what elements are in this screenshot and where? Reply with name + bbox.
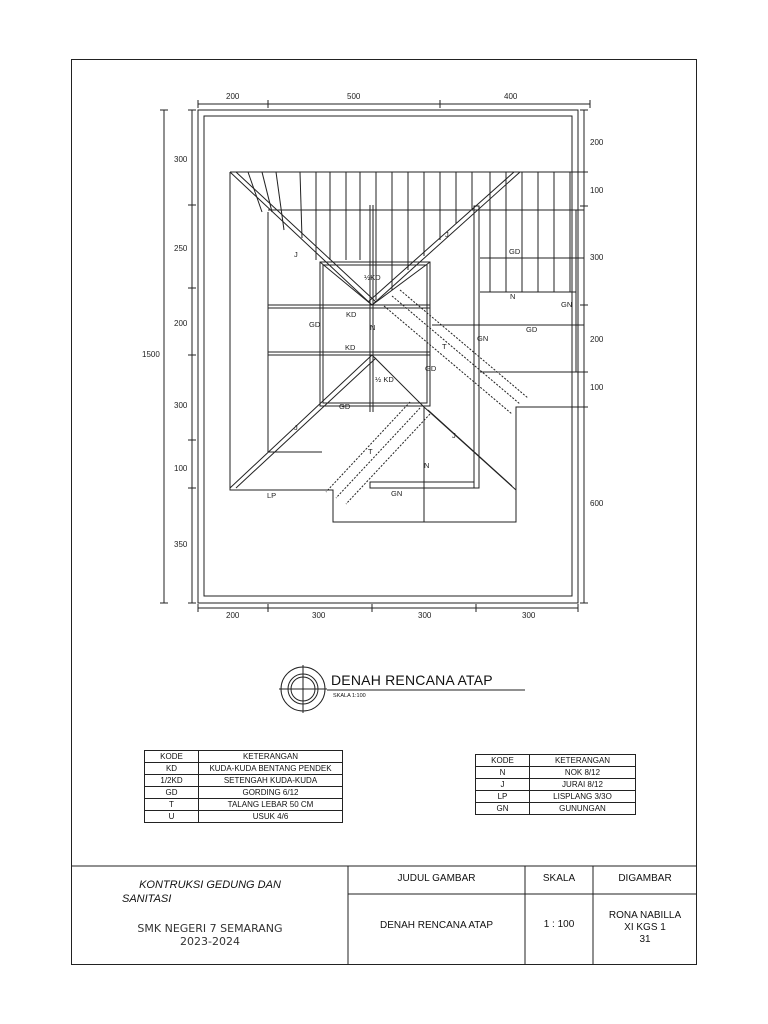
right-dim-2: 100: [590, 186, 604, 195]
label-j: J: [452, 431, 456, 440]
label-gd: GD: [339, 402, 351, 411]
label-t: T: [368, 447, 373, 456]
skala-header: SKALA: [542, 873, 576, 884]
label-t: T: [442, 342, 447, 351]
school-info: SMK NEGERI 7 SEMARANG 2023-2024: [137, 922, 283, 948]
right-dim-3: 300: [590, 253, 604, 262]
site-outer-line: [198, 110, 578, 603]
skala-value: 1 : 100: [543, 919, 575, 930]
rafters: [248, 172, 570, 300]
left-dim-4: 300: [174, 401, 188, 410]
table-row: KODE KETERANGAN: [145, 751, 343, 763]
right-dim-6: 600: [590, 499, 604, 508]
gutter-box: [370, 482, 474, 488]
bottom-dim-2: 300: [312, 611, 326, 620]
legend-table-right: [475, 754, 636, 815]
right-dim-1: 200: [590, 138, 604, 147]
table-row: U USUK 4/6: [145, 811, 343, 823]
label-n: N: [510, 292, 516, 301]
left-dim-1: 300: [174, 155, 188, 164]
site-inner-line: [204, 116, 572, 596]
project-name: KONTRUKSI GEDUNG DAN SANITASI: [122, 879, 281, 905]
label-kd: KD: [345, 343, 356, 352]
label-kd: KD: [346, 310, 357, 319]
drawer-number: 31: [639, 934, 651, 945]
label-j: J: [294, 250, 298, 259]
drawer-class: XI KGS 1: [624, 922, 666, 933]
side-wall-right: [474, 206, 479, 488]
label-gd: GD: [309, 320, 321, 329]
table-row: LP LISPLANG 3/3O: [476, 791, 636, 803]
scale-note: SKALA 1:100: [333, 693, 366, 699]
left-dim-3: 200: [174, 319, 188, 328]
table-row: T TALANG LEBAR 50 CM: [145, 799, 343, 811]
left-total-dim: 1500: [142, 350, 160, 359]
left-dim-2: 250: [174, 244, 188, 253]
label-half-kd: ½KD: [364, 273, 381, 282]
label-gn: GN: [391, 489, 403, 498]
right-dim-4: 200: [590, 335, 604, 344]
label-gd: GD: [526, 325, 538, 334]
table-row: GD GORDING 6/12: [145, 787, 343, 799]
drawing-title: DENAH RENCANA ATAP: [331, 672, 493, 688]
table-row: GN GUNUNGAN: [476, 803, 636, 815]
label-gd: GD: [509, 247, 521, 256]
judul-gambar-header: JUDUL GAMBAR: [397, 873, 476, 884]
label-gn: GN: [477, 334, 489, 343]
label-lp: LP: [267, 491, 277, 500]
top-dim-3: 400: [504, 92, 518, 101]
label-half-kd: ½ KD: [375, 375, 394, 384]
digambar-header: DIGAMBAR: [618, 873, 672, 884]
table-row: J JURAI 8/12: [476, 779, 636, 791]
label-n: N: [424, 461, 430, 470]
left-dim-5: 100: [174, 464, 188, 473]
label-n: N: [370, 323, 376, 332]
judul-gambar-value: DENAH RENCANA ATAP: [380, 920, 493, 931]
label-j: J: [445, 230, 449, 239]
label-gn: GN: [561, 300, 573, 309]
left-dim-6: 350: [174, 540, 188, 549]
bottom-dim-3: 300: [418, 611, 432, 620]
drawer-info: [593, 910, 697, 946]
table-row: 1/2KD SETENGAH KUDA-KUDA: [145, 775, 343, 787]
table-row: N NOK 8/12: [476, 767, 636, 779]
table-row: KODE KETERANGAN: [476, 755, 636, 767]
bottom-dim-1: 200: [226, 611, 240, 620]
table-row: KD KUDA-KUDA BENTANG PENDEK: [145, 763, 343, 775]
label-gd: GD: [425, 364, 437, 373]
bottom-dim-4: 300: [522, 611, 536, 620]
label-j: J: [294, 423, 298, 432]
legend-table-left: [144, 750, 343, 823]
drawer-name: RONA NABILLA: [608, 910, 682, 921]
top-dim-1: 200: [226, 92, 240, 101]
top-dim-2: 500: [347, 92, 361, 101]
truss-box: [320, 262, 430, 406]
right-dim-5: 100: [590, 383, 604, 392]
